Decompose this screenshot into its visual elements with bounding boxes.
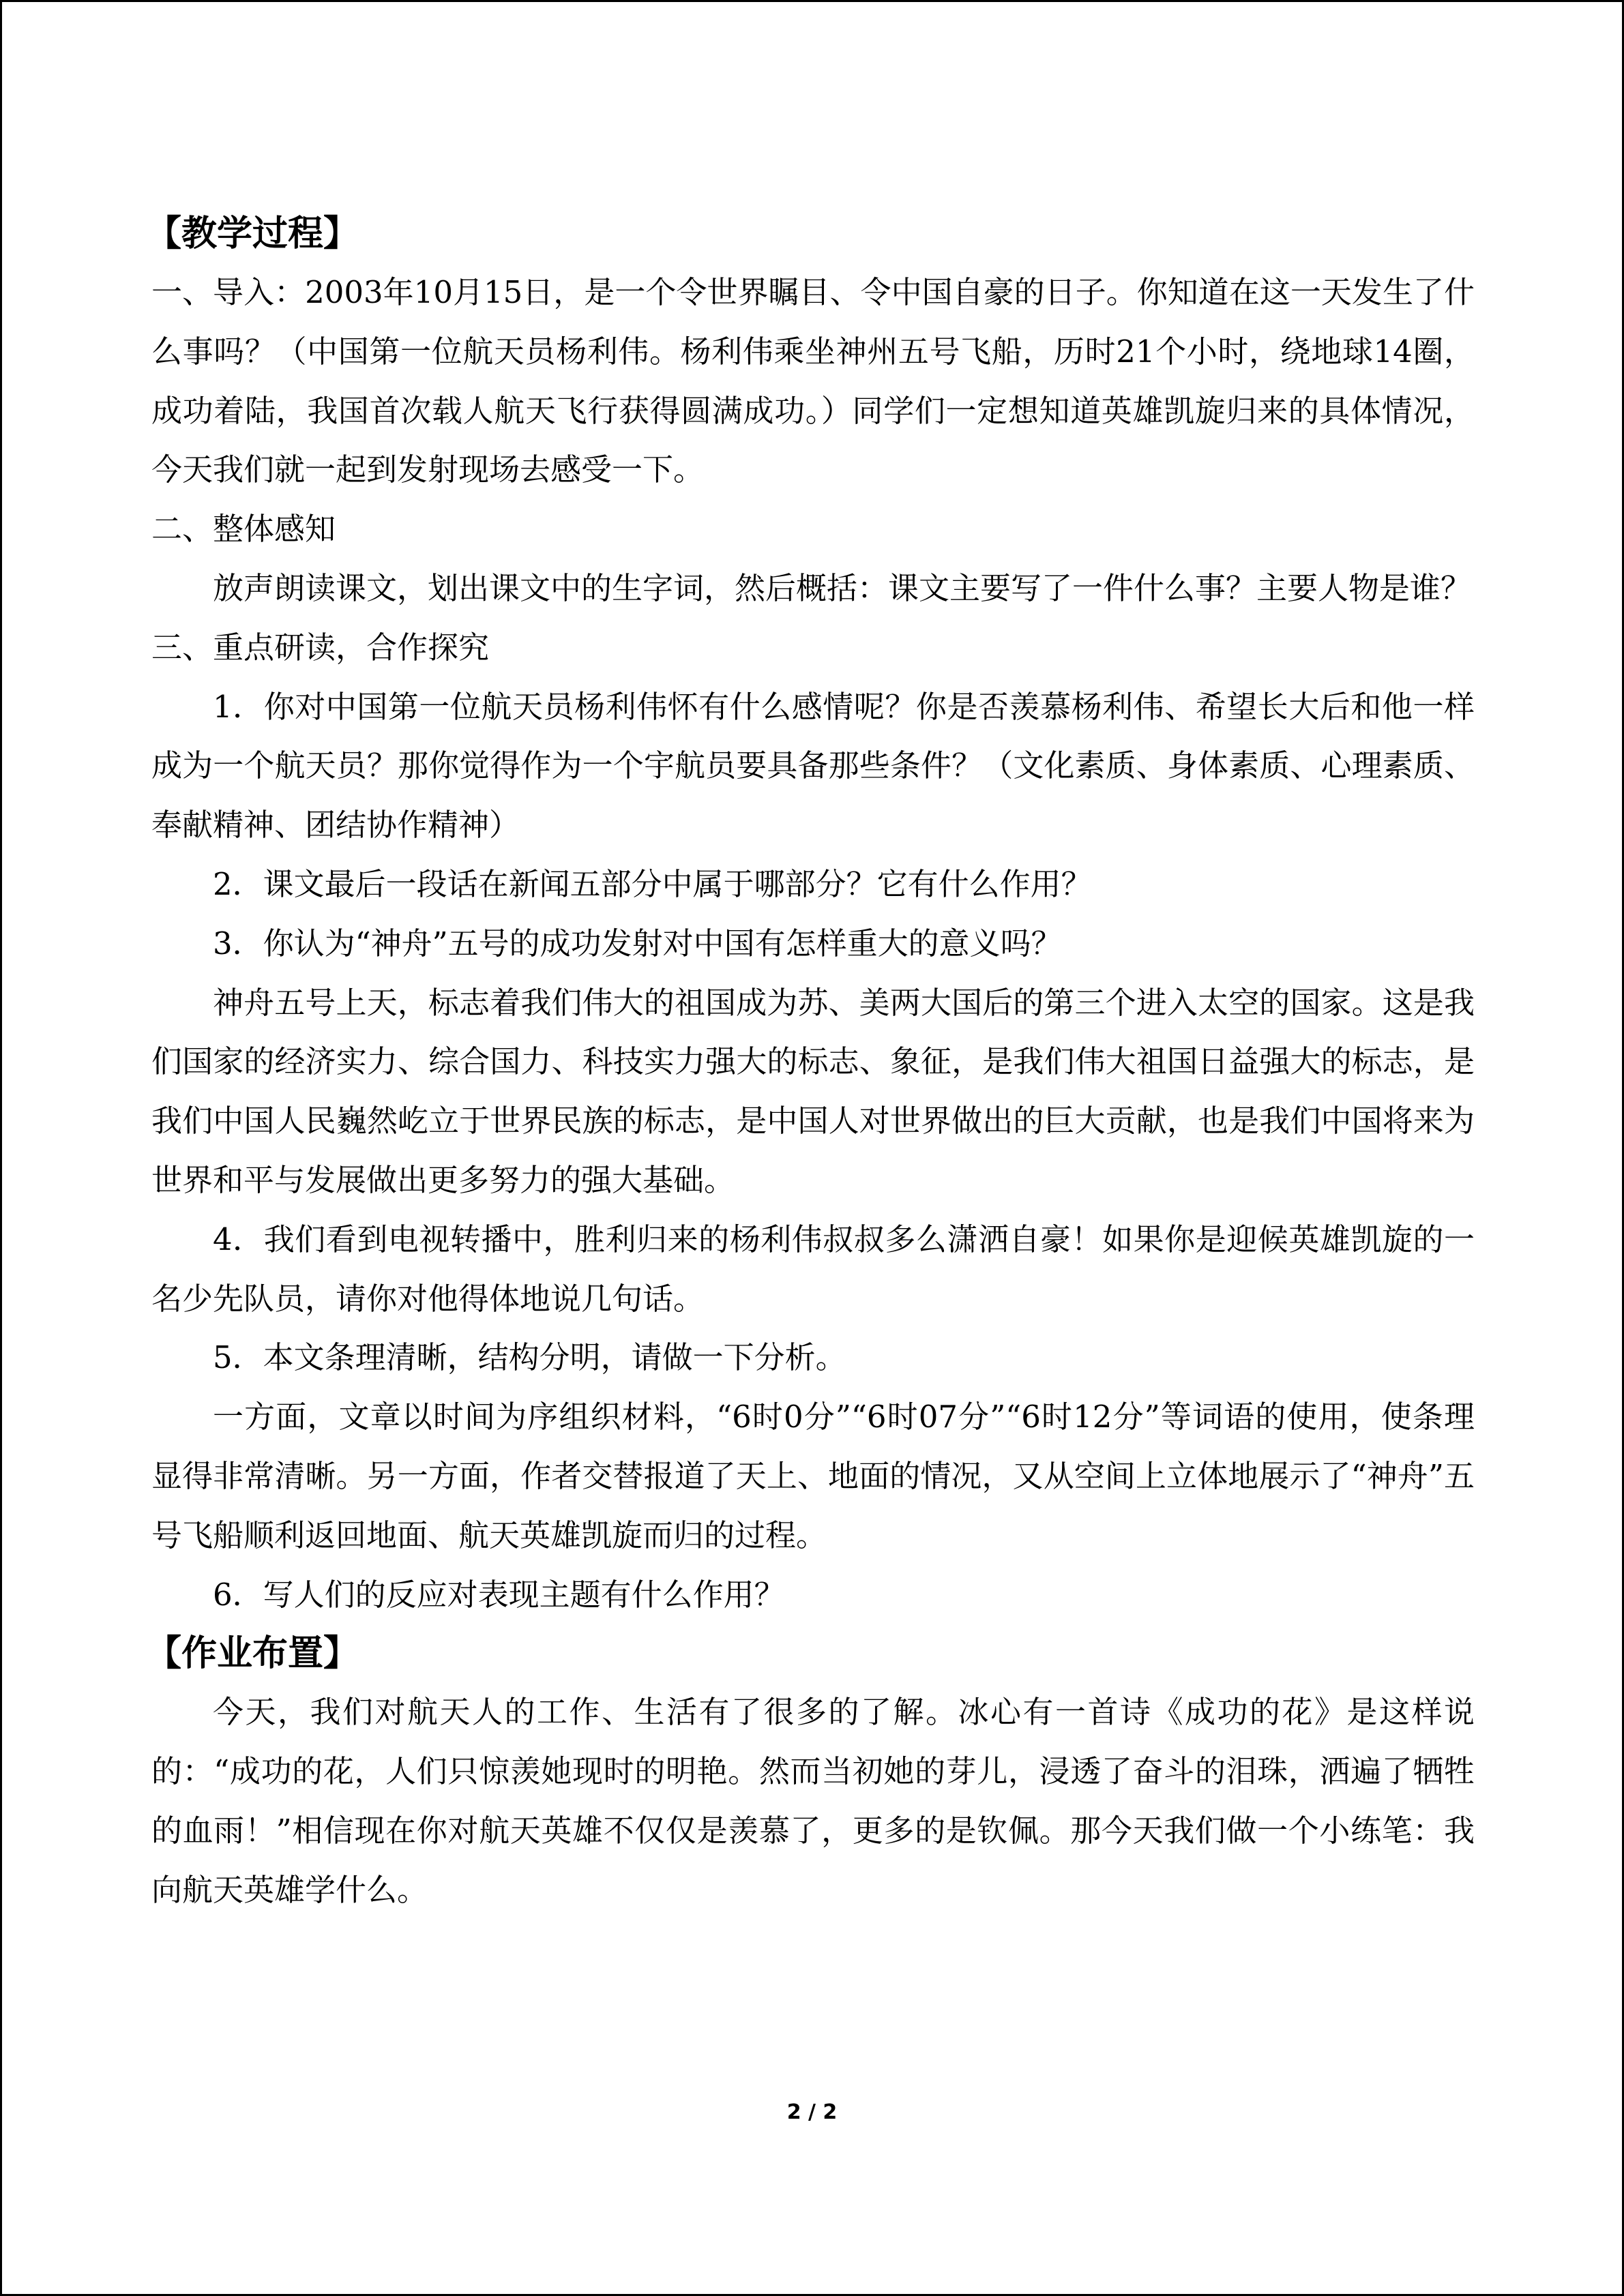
answer-5: 一方面，文章以时间为序组织材料，“6时0分”“6时07分”“6时12分”等词语的使用，使条理显得非常清晰。另一方面，作者交替报道了天上、地面的情况，又从空间上立体地展示了“神舟”五号飞船顺利返回地面、航天英雄凯旋而归的过程。: [151, 1399, 1475, 1553]
document-body: [146, 205, 1475, 1920]
answer-3: 神舟五号上天，标志着我们伟大的祖国成为苏、美两大国后的第三个进入太空的国家。这是我们国家的经济实力、综合国力、科技实力强大的标志、象征，是我们伟大祖国日益强大的标志，是我们中国人民巍然屹立于世界民族的标志，是中国人对世界做出的巨大贡献，也是我们中国将来为世界和平与发展做出更多努力的强大基础。: [151, 984, 1475, 1198]
paragraph-reading-task: 放声朗读课文，划出课文中的生字词，然后概括：课文主要写了一件什么事？主要人物是谁？: [213, 569, 1472, 606]
question-1: 1．你对中国第一位航天员杨利伟怀有什么感情呢？你是否羡慕杨利伟、希望长大后和他一样成为一个航天员？那你觉得作为一个宇航员要具备那些条件？（文化素质、身体素质、心理素质、奉献精神、团结协作精神）: [151, 688, 1475, 844]
paragraph-homework: 今天，我们对航天人的工作、生活有了很多的了解。冰心有一首诗《成功的花》是这样说的：“成功的花，人们只惊羡她现时的明艳。然而当初她的芽儿，浸透了奋斗的泪珠，洒遍了牺牲的血雨！”相信现在你对航天英雄不仅仅是羡慕了，更多的是钦佩。那今天我们做一个小练笔：我向航天英雄学什么。: [151, 1694, 1475, 1908]
question-4: 4．我们看到电视转播中，胜利归来的杨利伟叔叔多么潇洒自豪！如果你是迎候英雄凯旋的一名少先队员，请你对他得体地说几句话。: [151, 1221, 1475, 1317]
question-6: 6．写人们的反应对表现主题有什么作用？: [213, 1576, 785, 1613]
paragraph-introduction: 一、导入：2003年10月15日，是一个令世界瞩目、令中国自豪的日子。你知道在这一天发生了什么事吗？（中国第一位航天员杨利伟。杨利伟乘坐神州五号飞船，历时21个小时，绕地球14圈，成功着陆，我国首次载人航天飞行获得圆满成功。）同学们一定想知道英雄凯旋归来的具体情况，今天我们就一起到发射现场去感受一下。: [151, 274, 1475, 488]
question-5: 5．本文条理清晰，结构分明，请做一下分析。: [213, 1339, 846, 1376]
section-heading-homework: 【作业布置】: [146, 1633, 359, 1675]
page-number: 2 / 2: [786, 2100, 838, 2124]
section-heading-teaching-process: 【教学过程】: [146, 213, 359, 254]
question-3: 3．你认为“神舟”五号的成功发射对中国有怎样重大的意义吗？: [213, 925, 1062, 961]
paragraph-overall-perception: 二、整体感知: [151, 511, 336, 548]
question-2: 2．课文最后一段话在新闻五部分中属于哪部分？它有什么作用？: [213, 865, 1092, 902]
paragraph-key-reading: 三、重点研读，合作探究: [151, 629, 490, 666]
